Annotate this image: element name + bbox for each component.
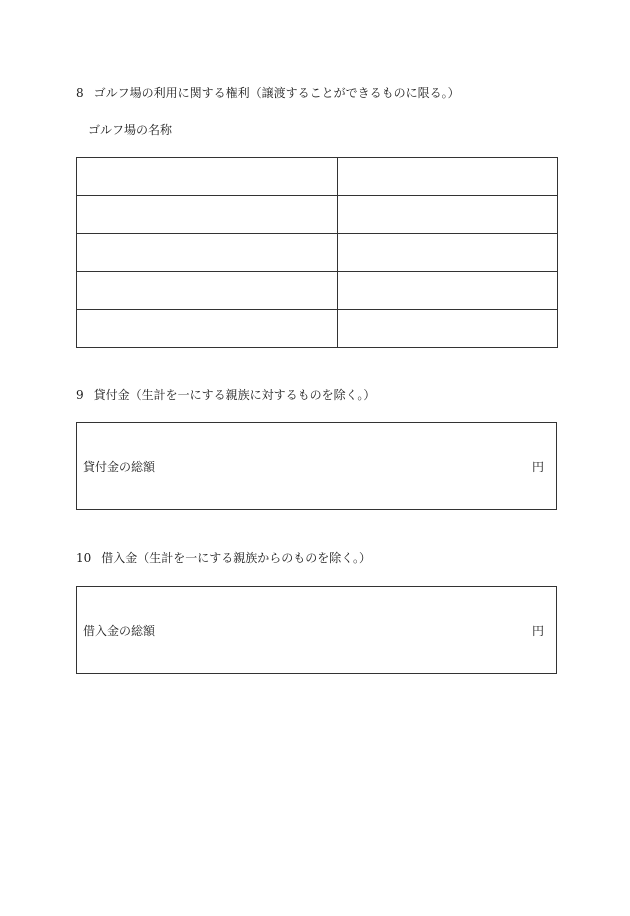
- section-9-number: 9: [76, 388, 84, 402]
- section-10-title: 借入金（生計を一にする親族からのものを除く。）: [101, 551, 372, 565]
- table-row: [77, 272, 558, 310]
- section-8-title: ゴルフ場の利用に関する権利（譲渡することができるものに限る。）: [93, 86, 460, 100]
- table-row: [77, 158, 558, 196]
- golf-course-name-label: ゴルフ場の名称: [88, 123, 173, 137]
- golf-value-cell[interactable]: [338, 196, 558, 234]
- loans-receivable-box[interactable]: [76, 422, 557, 510]
- golf-value-cell[interactable]: [338, 234, 558, 272]
- borrowings-total-label: 借入金の総額: [83, 624, 156, 638]
- borrowings-box[interactable]: [76, 586, 557, 674]
- section-8-number: 8: [76, 86, 84, 100]
- section-10-heading: [76, 551, 371, 565]
- table-row: [77, 196, 558, 234]
- golf-name-cell[interactable]: [77, 272, 338, 310]
- section-10-number: 10: [76, 551, 92, 565]
- golf-name-cell[interactable]: [77, 234, 338, 272]
- golf-value-cell[interactable]: [338, 310, 558, 348]
- golf-course-table: [76, 157, 558, 348]
- table-row: [77, 310, 558, 348]
- golf-value-cell[interactable]: [338, 158, 558, 196]
- loans-receivable-total-label: 貸付金の総額: [83, 460, 156, 474]
- yen-unit: 円: [531, 624, 544, 638]
- section-8-heading: [76, 86, 460, 100]
- golf-name-cell[interactable]: [77, 158, 338, 196]
- table-row: [77, 234, 558, 272]
- golf-value-cell[interactable]: [338, 272, 558, 310]
- golf-name-cell[interactable]: [77, 310, 338, 348]
- section-9-heading: [76, 388, 375, 402]
- golf-name-cell[interactable]: [77, 196, 338, 234]
- section-9-title: 貸付金（生計を一にする親族に対するものを除く。）: [93, 388, 376, 402]
- yen-unit: 円: [531, 460, 544, 474]
